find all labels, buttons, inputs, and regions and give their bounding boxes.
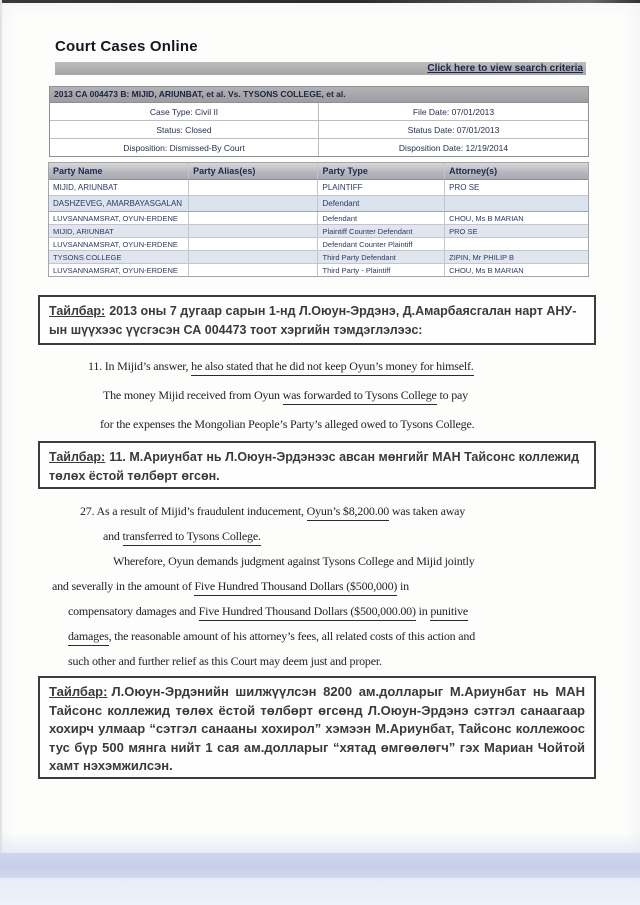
- party-cell: LUVSANNAMSRAT, OYUN-ERDENE: [49, 264, 189, 276]
- text-segment: in: [415, 604, 431, 618]
- court-text-paragraph-11: [0, 352, 640, 439]
- title-underline-bar: [55, 62, 586, 75]
- party-cell: PRO SE: [449, 183, 480, 192]
- scan-artifact-band-soft: [0, 833, 640, 853]
- text-segment: Wherefore, Oyun demands judgment against Tysons College and Mijid jointly: [113, 554, 475, 568]
- text-segment: such other and further relief as this Court may deem just and proper.: [68, 654, 382, 668]
- underlined-text: Five Hundred Thousand Dollars ($500,000): [194, 579, 397, 596]
- text-segment: for the expenses the Mongolian People’s Party’s alleged owed to Tysons College.: [100, 417, 475, 431]
- party-cell: TYSONS COLLEGE: [49, 251, 189, 263]
- typed-text-line: [0, 499, 640, 524]
- annotation-text: Л.Оюун-Эрдэнийн шилжүүлсэн 8200 ам.долларыг М.Ариунбат нь МАН Тайсонс коллежид төлөх ёстой төлбөрт өгсөнд Л.Оюун-Эрдэнэ сэтгэл санаагаар хохирч улмаар “сэтгэл санааны хохирол” хэмээн М.Ариунбат, Тайсонс коллежоос тус бүр 500 мянга нийт 1 сая ам.долларыг “хятад өмгөөлөгч” гэх Мариан Чойтой хамт нэхэмжилсэн.: [49, 684, 585, 773]
- text-segment: compensatory damages and: [68, 604, 199, 618]
- annotation-box-1: [38, 295, 596, 345]
- case-field: Case Type: Civil II: [50, 103, 319, 120]
- party-row: [49, 196, 588, 211]
- party-table: [48, 162, 589, 212]
- case-detail-body: [50, 103, 588, 156]
- party-cell: [445, 238, 588, 250]
- party-cell: Defendant: [318, 196, 445, 211]
- party-cell: ZIPIN, Mr PHILIP B: [449, 252, 515, 262]
- case-detail-row: [50, 139, 588, 156]
- annotation-text: 11. М.Ариунбат нь Л.Оюун-Эрдэнээс авсан мөнгийг МАН Тайсонс коллежид төлөх ёстой төлбөрт өгсөн.: [49, 450, 580, 483]
- case-date-field: Status Date: 07/01/2013: [407, 124, 500, 135]
- underlined-text: punitive: [430, 604, 468, 621]
- typed-text-line: [0, 549, 640, 574]
- party-table-header: [49, 163, 588, 180]
- party-cell: LUVSANNAMSRAT, OYUN-ERDENE: [49, 212, 189, 224]
- party-cell: Defendant Counter Plaintiff: [318, 238, 445, 250]
- typed-text-line: [0, 352, 640, 381]
- text-segment: The money Mijid received from Oyun: [103, 388, 283, 402]
- case-summary-table: [49, 86, 589, 157]
- column-header-party-aliases: Party Alias(es): [189, 163, 318, 179]
- court-text-paragraph-27: [0, 499, 640, 674]
- party-cell: Defendant: [318, 212, 445, 224]
- party-cell: CHOU, Ms B MARIAN: [449, 213, 524, 223]
- text-segment: and severally in the amount of: [52, 579, 195, 593]
- typed-text-line: [0, 524, 640, 549]
- case-date-field: Disposition Date: 12/19/2014: [398, 142, 509, 153]
- party-row: [49, 264, 588, 276]
- page-title: Court Cases Online: [55, 38, 198, 55]
- typed-text-line: [0, 624, 640, 649]
- party-table-continued: [48, 211, 589, 277]
- party-cell: Third Party - Plaintiff: [318, 264, 445, 276]
- case-header-bar: 2013 CA 004473 B: MIJID, ARIUNBAT, et al. Vs. TYSONS COLLEGE, et al.: [50, 87, 588, 103]
- party-cell: [189, 238, 318, 250]
- party-cell: PLAINTIFF: [318, 180, 445, 195]
- typed-text-line: [0, 649, 640, 674]
- party-row: [49, 238, 588, 251]
- column-header-party-type: Party Type: [318, 163, 445, 179]
- column-header-party-name: Party Name: [49, 163, 189, 179]
- case-detail-row: [50, 121, 588, 139]
- underlined-text: he also stated that he did not keep Oyun’s money for himself.: [191, 359, 473, 376]
- text-segment: to pay: [436, 388, 468, 402]
- annotation-label: Тайлбар:: [49, 684, 108, 699]
- party-cell: [445, 196, 588, 211]
- party-cell: [189, 251, 318, 263]
- underlined-text: Oyun’s $8,200.00: [307, 504, 389, 521]
- text-segment: 27. As a result of Mijid’s fraudulent inducement,: [80, 504, 307, 518]
- party-row: [49, 251, 588, 264]
- annotation-label: Тайлбар:: [49, 450, 106, 464]
- annotation-label: Тайлбар:: [49, 304, 106, 318]
- annotation-box-3: [38, 676, 596, 779]
- party-cell: PRO SE: [449, 226, 478, 236]
- underlined-text: damages: [68, 629, 109, 646]
- case-date-field: File Date: 07/01/2013: [412, 106, 495, 117]
- party-cell: [189, 225, 318, 237]
- typed-text-line: [0, 410, 640, 439]
- party-cell: [189, 264, 318, 276]
- typed-text-line: [0, 599, 640, 624]
- text-segment: in: [397, 579, 409, 593]
- party-cell: DASHZEVEG, AMARBAYASGALAN: [49, 196, 189, 211]
- party-cell: CHOU, Ms B MARIAN: [449, 265, 524, 275]
- party-row: [49, 225, 588, 238]
- party-row: [49, 180, 588, 196]
- party-cell: Plaintiff Counter Defendant: [318, 225, 445, 237]
- party-cell: [189, 196, 318, 211]
- search-criteria-link[interactable]: Click here to view search criteria: [427, 63, 583, 74]
- party-row: [49, 212, 588, 225]
- party-cell: [189, 180, 318, 195]
- annotation-text: 2013 оны 7 дугаар сарын 1-нд Л.Оюун-Эрдэнэ, Д.Амарбаясгалан нарт АНУ-ын шүүхээс үүсгэсэн СА 004473 тоот хэргийн тэмдэглэлээс:: [49, 304, 577, 337]
- party-cell: MIJID, ARIUNBAT: [49, 180, 189, 195]
- scan-artifact-band: [0, 853, 640, 878]
- party-table-continued-rows: [49, 212, 588, 276]
- scan-artifact-band-below: [0, 878, 640, 905]
- underlined-text: transferred to Tysons College.: [123, 529, 261, 546]
- party-cell: Third Party Defendant: [318, 251, 445, 263]
- text-segment: and: [103, 529, 123, 543]
- underlined-text: Five Hundred Thousand Dollars ($500,000.00): [199, 604, 416, 621]
- party-cell: MIJID, ARIUNBAT: [49, 225, 189, 237]
- scan-edge-top: [0, 0, 640, 3]
- annotation-box-2: [38, 441, 596, 489]
- typed-text-line: [0, 381, 640, 410]
- party-cell: LUVSANNAMSRAT, OYUN-ERDENE: [49, 238, 189, 250]
- text-segment: was taken away: [389, 504, 466, 518]
- column-header-attorneys: Attorney(s): [449, 166, 498, 176]
- case-detail-row: [50, 103, 588, 121]
- party-cell: [189, 212, 318, 224]
- typed-text-line: [0, 574, 640, 599]
- text-segment: 11. In Mijid’s answer,: [88, 359, 192, 373]
- case-field: Disposition: Dismissed-By Court: [50, 139, 319, 156]
- case-field: Status: Closed: [50, 121, 319, 138]
- scan-edge-left: [0, 0, 2, 905]
- party-table-rows: [49, 180, 588, 211]
- underlined-text: was forwarded to Tysons College: [283, 388, 437, 405]
- text-segment: , the reasonable amount of his attorney’s fees, all related costs of this action and: [108, 629, 476, 643]
